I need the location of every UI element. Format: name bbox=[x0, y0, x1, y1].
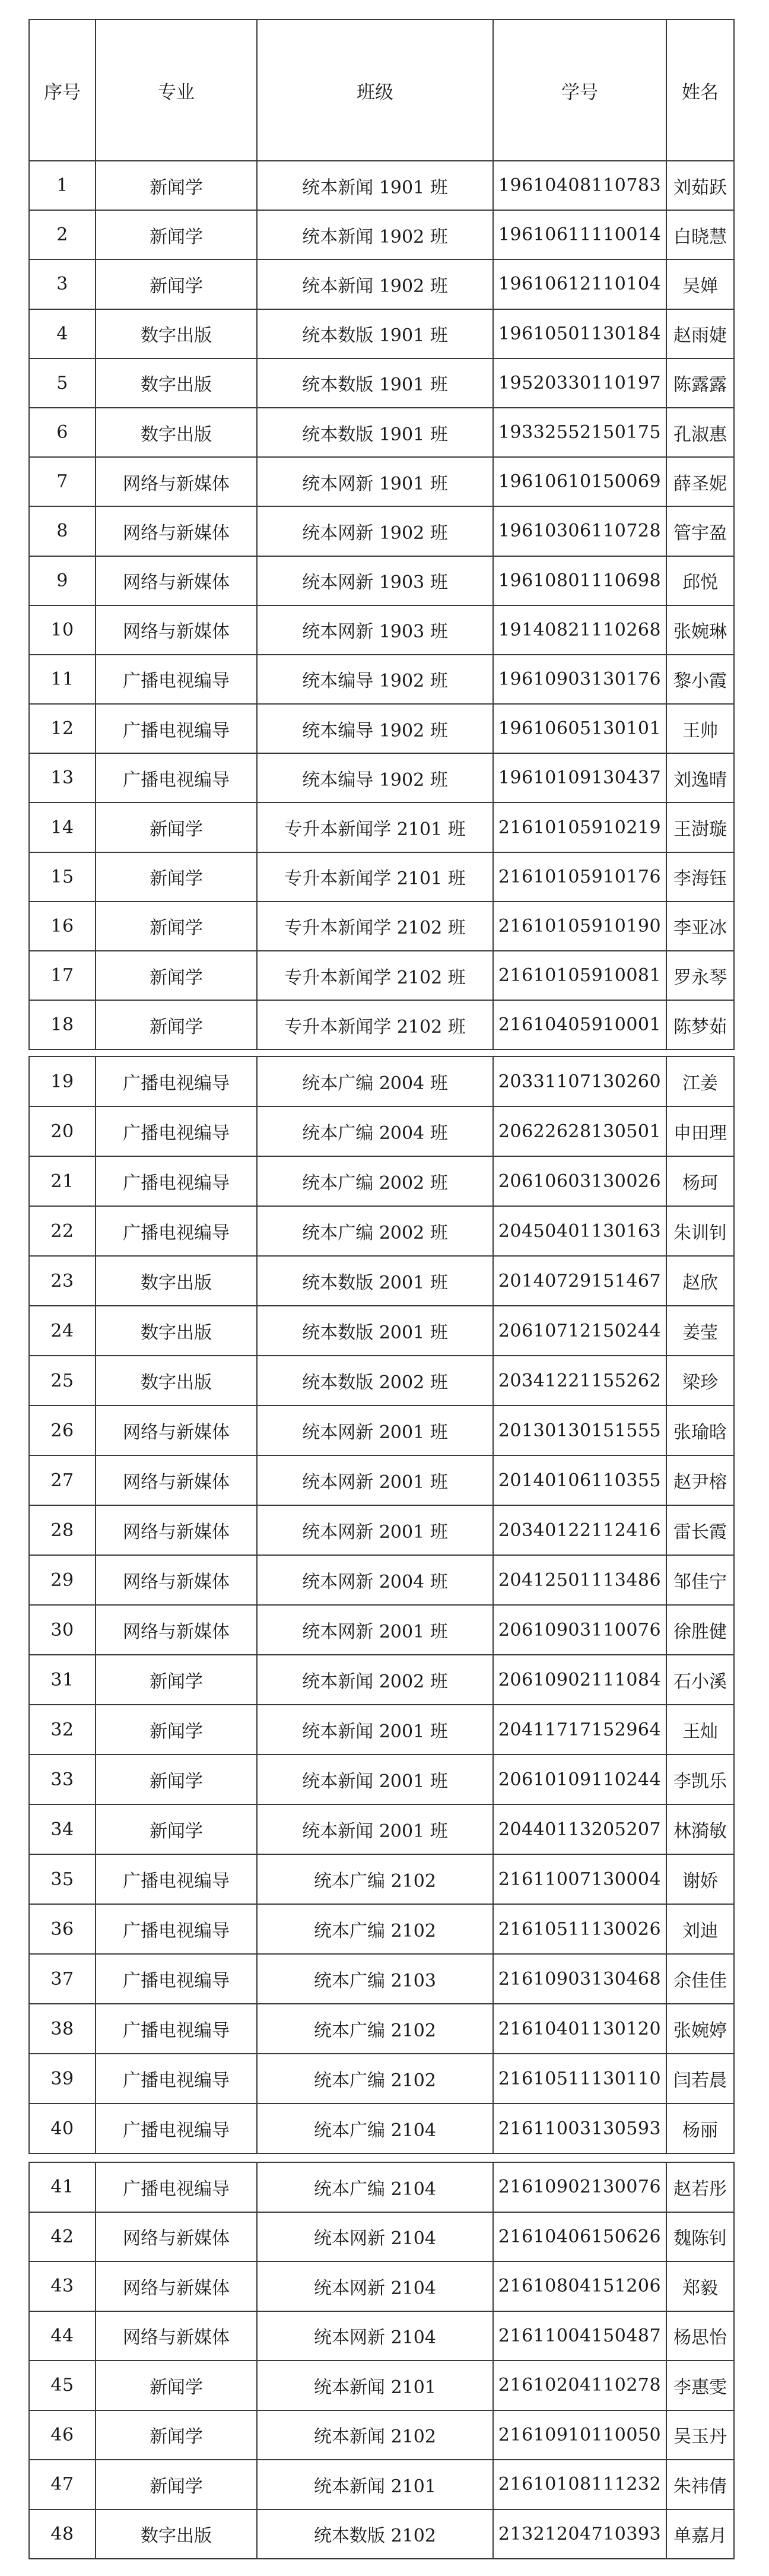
row-name: 陈露露 bbox=[666, 359, 734, 408]
row-major: 新闻学 bbox=[96, 802, 257, 852]
row-student-id: 20610603130026 bbox=[493, 1156, 666, 1206]
roster-table-part-1 bbox=[28, 19, 735, 1050]
row-name: 杨珂 bbox=[666, 1156, 734, 1206]
table-row bbox=[29, 902, 734, 951]
row-name: 赵雨婕 bbox=[666, 309, 734, 359]
row-student-id: 21611007130004 bbox=[493, 1854, 666, 1904]
row-index: 32 bbox=[29, 1705, 96, 1755]
row-class: 统本广编 2102 bbox=[257, 1904, 493, 1954]
row-name: 朱祎倩 bbox=[666, 2460, 734, 2510]
row-index: 13 bbox=[29, 753, 96, 802]
row-index: 42 bbox=[29, 2212, 96, 2262]
row-class: 统本广编 2004 班 bbox=[257, 1057, 493, 1106]
row-class: 专升本新闻学 2102 班 bbox=[257, 1000, 493, 1049]
table-row bbox=[29, 309, 734, 359]
row-class: 统本网新 1903 班 bbox=[257, 556, 493, 605]
row-index: 14 bbox=[29, 802, 96, 852]
row-major: 广播电视编导 bbox=[96, 1106, 257, 1156]
header-student-id: 学号 bbox=[493, 20, 666, 161]
row-index: 31 bbox=[29, 1655, 96, 1705]
row-index: 45 bbox=[29, 2361, 96, 2410]
row-major: 新闻学 bbox=[96, 1705, 257, 1755]
row-name: 杨思怡 bbox=[666, 2311, 734, 2361]
row-student-id: 20130130151555 bbox=[493, 1406, 666, 1455]
row-student-id: 19610610150069 bbox=[493, 457, 666, 506]
row-major: 网络与新媒体 bbox=[96, 2212, 257, 2262]
table-row bbox=[29, 1406, 734, 1455]
row-major: 数字出版 bbox=[96, 1256, 257, 1306]
row-name: 李惠雯 bbox=[666, 2361, 734, 2410]
row-student-id: 19610306110728 bbox=[493, 506, 666, 556]
table-row bbox=[29, 1705, 734, 1755]
row-name: 雷长霞 bbox=[666, 1505, 734, 1555]
table-row bbox=[29, 2004, 734, 2054]
row-index: 34 bbox=[29, 1804, 96, 1854]
row-name: 李亚冰 bbox=[666, 902, 734, 951]
row-class: 统本网新 1901 班 bbox=[257, 457, 493, 506]
row-major: 数字出版 bbox=[96, 408, 257, 457]
row-major: 广播电视编导 bbox=[96, 2054, 257, 2104]
row-name: 刘逸晴 bbox=[666, 753, 734, 802]
row-index: 12 bbox=[29, 704, 96, 753]
table-row bbox=[29, 408, 734, 457]
row-name: 梁珍 bbox=[666, 1356, 734, 1406]
table-row bbox=[29, 1306, 734, 1356]
row-class: 统本广编 2004 班 bbox=[257, 1106, 493, 1156]
table-row bbox=[29, 1256, 734, 1306]
row-major: 网络与新媒体 bbox=[96, 1505, 257, 1555]
row-major: 广播电视编导 bbox=[96, 1954, 257, 2004]
table-row bbox=[29, 1755, 734, 1804]
row-major: 新闻学 bbox=[96, 852, 257, 902]
table-row bbox=[29, 1156, 734, 1206]
row-name: 杨丽 bbox=[666, 2104, 734, 2153]
row-index: 2 bbox=[29, 210, 96, 259]
row-class: 统本新闻 1902 班 bbox=[257, 259, 493, 309]
row-name: 魏陈钊 bbox=[666, 2212, 734, 2262]
row-student-id: 19610903130176 bbox=[493, 655, 666, 704]
row-index: 33 bbox=[29, 1755, 96, 1804]
row-major: 新闻学 bbox=[96, 2460, 257, 2510]
row-index: 19 bbox=[29, 1057, 96, 1106]
row-major: 新闻学 bbox=[96, 1655, 257, 1705]
header-index: 序号 bbox=[29, 20, 96, 161]
row-student-id: 19140821110268 bbox=[493, 605, 666, 655]
table-row bbox=[29, 951, 734, 1000]
row-index: 40 bbox=[29, 2104, 96, 2153]
table-row bbox=[29, 359, 734, 408]
row-name: 申田理 bbox=[666, 1106, 734, 1156]
row-name: 管宇盈 bbox=[666, 506, 734, 556]
row-class: 统本广编 2002 班 bbox=[257, 1156, 493, 1206]
row-index: 41 bbox=[29, 2162, 96, 2212]
row-major: 广播电视编导 bbox=[96, 704, 257, 753]
row-index: 8 bbox=[29, 506, 96, 556]
row-class: 专升本新闻学 2101 班 bbox=[257, 802, 493, 852]
row-major: 新闻学 bbox=[96, 259, 257, 309]
row-major: 网络与新媒体 bbox=[96, 2311, 257, 2361]
row-index: 25 bbox=[29, 1356, 96, 1406]
row-class: 统本网新 2001 班 bbox=[257, 1406, 493, 1455]
row-major: 新闻学 bbox=[96, 161, 257, 210]
row-student-id: 21610401130120 bbox=[493, 2004, 666, 2054]
row-class: 统本新闻 2101 bbox=[257, 2460, 493, 2510]
row-student-id: 21610204110278 bbox=[493, 2361, 666, 2410]
row-major: 网络与新媒体 bbox=[96, 457, 257, 506]
row-class: 统本新闻 1902 班 bbox=[257, 210, 493, 259]
row-name: 陈梦茹 bbox=[666, 1000, 734, 1049]
row-name: 薛圣妮 bbox=[666, 457, 734, 506]
row-student-id: 21610406150626 bbox=[493, 2212, 666, 2262]
row-major: 广播电视编导 bbox=[96, 1206, 257, 1256]
row-name: 吴婵 bbox=[666, 259, 734, 309]
table-row bbox=[29, 1000, 734, 1049]
row-index: 36 bbox=[29, 1904, 96, 1954]
row-name: 邹佳宁 bbox=[666, 1555, 734, 1605]
row-name: 林漪敏 bbox=[666, 1804, 734, 1854]
table-row bbox=[29, 2311, 734, 2361]
row-index: 38 bbox=[29, 2004, 96, 2054]
row-index: 22 bbox=[29, 1206, 96, 1256]
row-major: 网络与新媒体 bbox=[96, 506, 257, 556]
roster-table-part-3 bbox=[28, 2162, 735, 2559]
row-class: 统本数版 2002 班 bbox=[257, 1356, 493, 1406]
table-row bbox=[29, 605, 734, 655]
row-index: 21 bbox=[29, 1156, 96, 1206]
row-index: 47 bbox=[29, 2460, 96, 2510]
row-student-id: 21610105910081 bbox=[493, 951, 666, 1000]
row-student-id: 20331107130260 bbox=[493, 1057, 666, 1106]
row-class: 统本数版 1901 班 bbox=[257, 408, 493, 457]
header-major: 专业 bbox=[96, 20, 257, 161]
row-index: 23 bbox=[29, 1256, 96, 1306]
row-class: 统本数版 2001 班 bbox=[257, 1306, 493, 1356]
row-class: 统本网新 2104 bbox=[257, 2311, 493, 2361]
row-class: 统本新闻 2002 班 bbox=[257, 1655, 493, 1705]
row-major: 广播电视编导 bbox=[96, 1904, 257, 1954]
row-class: 统本广编 2102 bbox=[257, 1854, 493, 1904]
row-class: 统本广编 2104 bbox=[257, 2104, 493, 2153]
row-major: 广播电视编导 bbox=[96, 2104, 257, 2153]
row-index: 7 bbox=[29, 457, 96, 506]
row-name: 郑毅 bbox=[666, 2261, 734, 2311]
row-major: 网络与新媒体 bbox=[96, 2261, 257, 2311]
row-class: 统本网新 2001 班 bbox=[257, 1605, 493, 1655]
row-class: 统本新闻 2001 班 bbox=[257, 1755, 493, 1804]
row-class: 专升本新闻学 2101 班 bbox=[257, 852, 493, 902]
row-student-id: 20440113205207 bbox=[493, 1804, 666, 1854]
table-row bbox=[29, 1057, 734, 1106]
table-row bbox=[29, 2510, 734, 2559]
row-student-id: 21611004150487 bbox=[493, 2311, 666, 2361]
row-index: 30 bbox=[29, 1605, 96, 1655]
table-row bbox=[29, 1804, 734, 1854]
row-index: 29 bbox=[29, 1555, 96, 1605]
row-major: 新闻学 bbox=[96, 1804, 257, 1854]
row-name: 李海钰 bbox=[666, 852, 734, 902]
row-major: 广播电视编导 bbox=[96, 1156, 257, 1206]
row-major: 新闻学 bbox=[96, 2361, 257, 2410]
table-row bbox=[29, 1206, 734, 1256]
row-class: 统本广编 2102 bbox=[257, 2054, 493, 2104]
row-index: 27 bbox=[29, 1455, 96, 1505]
row-class: 统本网新 2004 班 bbox=[257, 1555, 493, 1605]
table-row bbox=[29, 802, 734, 852]
row-class: 统本广编 2104 bbox=[257, 2162, 493, 2212]
row-major: 数字出版 bbox=[96, 359, 257, 408]
row-major: 数字出版 bbox=[96, 309, 257, 359]
row-major: 网络与新媒体 bbox=[96, 1605, 257, 1655]
row-name: 邱悦 bbox=[666, 556, 734, 605]
row-index: 1 bbox=[29, 161, 96, 210]
row-name: 张婉琳 bbox=[666, 605, 734, 655]
row-major: 新闻学 bbox=[96, 1755, 257, 1804]
row-name: 张婉婷 bbox=[666, 2004, 734, 2054]
row-name: 罗永琴 bbox=[666, 951, 734, 1000]
table-row bbox=[29, 2054, 734, 2104]
row-index: 4 bbox=[29, 309, 96, 359]
row-class: 统本编导 1902 班 bbox=[257, 753, 493, 802]
row-index: 43 bbox=[29, 2261, 96, 2311]
row-major: 广播电视编导 bbox=[96, 1854, 257, 1904]
row-index: 28 bbox=[29, 1505, 96, 1555]
row-index: 39 bbox=[29, 2054, 96, 2104]
row-name: 江姜 bbox=[666, 1057, 734, 1106]
row-name: 赵欣 bbox=[666, 1256, 734, 1306]
row-name: 闫若晨 bbox=[666, 2054, 734, 2104]
row-major: 广播电视编导 bbox=[96, 2162, 257, 2212]
table-row bbox=[29, 1505, 734, 1555]
row-name: 谢娇 bbox=[666, 1854, 734, 1904]
table-row bbox=[29, 753, 734, 802]
table-row bbox=[29, 1605, 734, 1655]
row-student-id: 19610408110783 bbox=[493, 161, 666, 210]
row-index: 18 bbox=[29, 1000, 96, 1049]
row-major: 广播电视编导 bbox=[96, 2004, 257, 2054]
header-row bbox=[29, 20, 734, 161]
row-name: 王帅 bbox=[666, 704, 734, 753]
row-name: 李凯乐 bbox=[666, 1755, 734, 1804]
row-index: 15 bbox=[29, 852, 96, 902]
row-class: 统本网新 2001 班 bbox=[257, 1455, 493, 1505]
table-row bbox=[29, 2212, 734, 2262]
row-name: 赵若彤 bbox=[666, 2162, 734, 2212]
row-student-id: 20340122112416 bbox=[493, 1505, 666, 1555]
row-student-id: 21610105910219 bbox=[493, 802, 666, 852]
table-row bbox=[29, 2261, 734, 2311]
row-major: 新闻学 bbox=[96, 210, 257, 259]
row-student-id: 21610910110050 bbox=[493, 2410, 666, 2460]
table-row bbox=[29, 2162, 734, 2212]
row-name: 吴玉丹 bbox=[666, 2410, 734, 2460]
row-student-id: 20610712150244 bbox=[493, 1306, 666, 1356]
table-row bbox=[29, 1356, 734, 1406]
row-student-id: 19332552150175 bbox=[493, 408, 666, 457]
row-student-id: 19520330110197 bbox=[493, 359, 666, 408]
row-index: 26 bbox=[29, 1406, 96, 1455]
row-name: 单嘉月 bbox=[666, 2510, 734, 2559]
row-major: 新闻学 bbox=[96, 2410, 257, 2460]
row-index: 11 bbox=[29, 655, 96, 704]
row-index: 20 bbox=[29, 1106, 96, 1156]
row-major: 数字出版 bbox=[96, 1356, 257, 1406]
row-student-id: 19610801110698 bbox=[493, 556, 666, 605]
row-class: 专升本新闻学 2102 班 bbox=[257, 951, 493, 1000]
row-student-id: 21610511130026 bbox=[493, 1904, 666, 1954]
row-index: 44 bbox=[29, 2311, 96, 2361]
row-major: 数字出版 bbox=[96, 2510, 257, 2559]
row-major: 广播电视编导 bbox=[96, 1057, 257, 1106]
table-row bbox=[29, 1455, 734, 1505]
table-row bbox=[29, 506, 734, 556]
header-name: 姓名 bbox=[666, 20, 734, 161]
row-index: 5 bbox=[29, 359, 96, 408]
table-row bbox=[29, 2361, 734, 2410]
row-index: 10 bbox=[29, 605, 96, 655]
row-name: 黎小霞 bbox=[666, 655, 734, 704]
row-class: 统本网新 2104 bbox=[257, 2212, 493, 2262]
table-row bbox=[29, 655, 734, 704]
row-index: 9 bbox=[29, 556, 96, 605]
row-major: 网络与新媒体 bbox=[96, 556, 257, 605]
table-row bbox=[29, 1854, 734, 1904]
row-major: 新闻学 bbox=[96, 902, 257, 951]
row-name: 孔淑惠 bbox=[666, 408, 734, 457]
row-class: 统本数版 2102 bbox=[257, 2510, 493, 2559]
row-class: 统本广编 2103 bbox=[257, 1954, 493, 2004]
row-student-id: 21610511130110 bbox=[493, 2054, 666, 2104]
row-class: 统本新闻 1901 班 bbox=[257, 161, 493, 210]
table-row bbox=[29, 556, 734, 605]
row-student-id: 21611003130593 bbox=[493, 2104, 666, 2153]
row-class: 统本网新 1902 班 bbox=[257, 506, 493, 556]
row-student-id: 20412501113486 bbox=[493, 1555, 666, 1605]
row-class: 统本新闻 2102 bbox=[257, 2410, 493, 2460]
row-major: 广播电视编导 bbox=[96, 655, 257, 704]
row-name: 姜莹 bbox=[666, 1306, 734, 1356]
row-class: 统本广编 2102 bbox=[257, 2004, 493, 2054]
row-class: 统本网新 1903 班 bbox=[257, 605, 493, 655]
row-student-id: 19610109130437 bbox=[493, 753, 666, 802]
table-row bbox=[29, 161, 734, 210]
row-class: 统本网新 2001 班 bbox=[257, 1505, 493, 1555]
row-student-id: 20140729151467 bbox=[493, 1256, 666, 1306]
row-student-id: 21610105910190 bbox=[493, 902, 666, 951]
table-row bbox=[29, 852, 734, 902]
row-student-id: 21610903130468 bbox=[493, 1954, 666, 2004]
roster-table-part-2 bbox=[28, 1056, 735, 2154]
table-row bbox=[29, 2104, 734, 2153]
row-student-id: 20610109110244 bbox=[493, 1755, 666, 1804]
row-class: 统本网新 2104 bbox=[257, 2261, 493, 2311]
row-class: 统本数版 2001 班 bbox=[257, 1256, 493, 1306]
row-major: 网络与新媒体 bbox=[96, 605, 257, 655]
table-row bbox=[29, 2410, 734, 2460]
row-student-id: 20450401130163 bbox=[493, 1206, 666, 1256]
row-student-id: 20341221155262 bbox=[493, 1356, 666, 1406]
table-row bbox=[29, 1904, 734, 1954]
row-student-id: 21610108111232 bbox=[493, 2460, 666, 2510]
row-major: 网络与新媒体 bbox=[96, 1555, 257, 1605]
row-class: 统本新闻 2001 班 bbox=[257, 1705, 493, 1755]
row-index: 6 bbox=[29, 408, 96, 457]
row-student-id: 19610611110014 bbox=[493, 210, 666, 259]
row-index: 37 bbox=[29, 1954, 96, 2004]
table-row bbox=[29, 1954, 734, 2004]
row-class: 统本数版 1901 班 bbox=[257, 359, 493, 408]
table-row bbox=[29, 1106, 734, 1156]
row-student-id: 21610105910176 bbox=[493, 852, 666, 902]
row-name: 白晓慧 bbox=[666, 210, 734, 259]
row-name: 王澍璇 bbox=[666, 802, 734, 852]
row-index: 46 bbox=[29, 2410, 96, 2460]
row-student-id: 21321204710393 bbox=[493, 2510, 666, 2559]
row-class: 统本编导 1902 班 bbox=[257, 655, 493, 704]
row-class: 统本编导 1902 班 bbox=[257, 704, 493, 753]
row-student-id: 19610501130184 bbox=[493, 309, 666, 359]
table-row bbox=[29, 2460, 734, 2510]
row-index: 16 bbox=[29, 902, 96, 951]
row-student-id: 20610903110076 bbox=[493, 1605, 666, 1655]
table-row bbox=[29, 1655, 734, 1705]
row-student-id: 21610902130076 bbox=[493, 2162, 666, 2212]
row-name: 余佳佳 bbox=[666, 1954, 734, 2004]
row-class: 统本广编 2002 班 bbox=[257, 1206, 493, 1256]
row-major: 新闻学 bbox=[96, 951, 257, 1000]
row-student-id: 19610605130101 bbox=[493, 704, 666, 753]
table-row bbox=[29, 457, 734, 506]
row-student-id: 21610405910001 bbox=[493, 1000, 666, 1049]
row-class: 统本新闻 2101 bbox=[257, 2361, 493, 2410]
row-student-id: 21610804151206 bbox=[493, 2261, 666, 2311]
row-major: 网络与新媒体 bbox=[96, 1455, 257, 1505]
row-name: 徐胜健 bbox=[666, 1605, 734, 1655]
row-student-id: 20411717152964 bbox=[493, 1705, 666, 1755]
row-class: 统本数版 1901 班 bbox=[257, 309, 493, 359]
row-name: 石小溪 bbox=[666, 1655, 734, 1705]
row-student-id: 20610902111084 bbox=[493, 1655, 666, 1705]
table-row bbox=[29, 1555, 734, 1605]
row-name: 张瑜晗 bbox=[666, 1406, 734, 1455]
row-name: 王灿 bbox=[666, 1705, 734, 1755]
row-class: 专升本新闻学 2102 班 bbox=[257, 902, 493, 951]
row-name: 刘迪 bbox=[666, 1904, 734, 1954]
row-index: 35 bbox=[29, 1854, 96, 1904]
row-index: 3 bbox=[29, 259, 96, 309]
table-row bbox=[29, 259, 734, 309]
row-major: 网络与新媒体 bbox=[96, 1406, 257, 1455]
row-student-id: 19610612110104 bbox=[493, 259, 666, 309]
row-index: 17 bbox=[29, 951, 96, 1000]
row-index: 24 bbox=[29, 1306, 96, 1356]
row-name: 刘茹跃 bbox=[666, 161, 734, 210]
row-class: 统本新闻 2001 班 bbox=[257, 1804, 493, 1854]
row-student-id: 20622628130501 bbox=[493, 1106, 666, 1156]
row-major: 数字出版 bbox=[96, 1306, 257, 1356]
header-class: 班级 bbox=[257, 20, 493, 161]
row-major: 新闻学 bbox=[96, 1000, 257, 1049]
row-index: 48 bbox=[29, 2510, 96, 2559]
row-name: 赵尹榕 bbox=[666, 1455, 734, 1505]
row-name: 朱训钊 bbox=[666, 1206, 734, 1256]
table-row bbox=[29, 210, 734, 259]
row-student-id: 20140106110355 bbox=[493, 1455, 666, 1505]
row-major: 广播电视编导 bbox=[96, 753, 257, 802]
table-row bbox=[29, 704, 734, 753]
